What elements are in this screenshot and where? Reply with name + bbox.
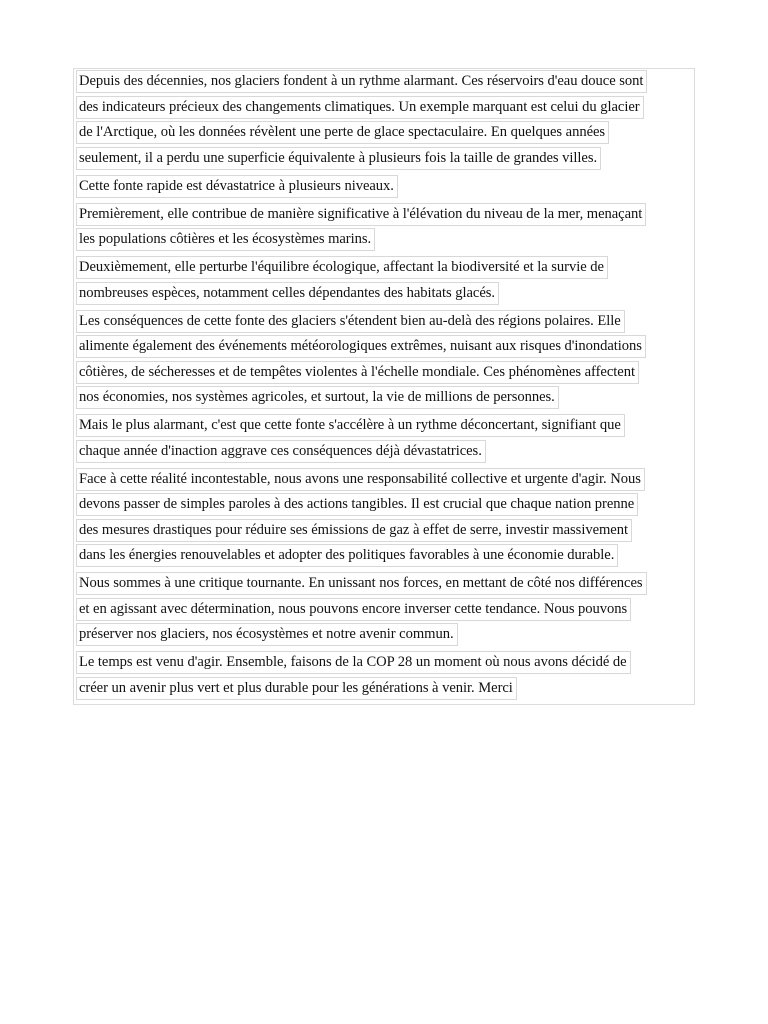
text-line: Mais le plus alarmant, c'est que cette fonte s'accélère à un rythme déconcertant, signifiant que [76, 414, 625, 437]
text-line: nos économies, nos systèmes agricoles, et surtout, la vie de millions de personnes. [76, 386, 559, 409]
text-line: dans les énergies renouvelables et adopter des politiques favorables à une économie durable. [76, 544, 618, 567]
text-line: Cette fonte rapide est dévastatrice à plusieurs niveaux. [76, 175, 398, 198]
paragraph-8 [74, 572, 694, 646]
text-line: les populations côtières et les écosystèmes marins. [76, 228, 375, 251]
paragraph-1 [74, 70, 694, 170]
text-line: Premièrement, elle contribue de manière significative à l'élévation du niveau de la mer, menaçant [76, 203, 646, 226]
text-line: devons passer de simples paroles à des actions tangibles. Il est crucial que chaque nation prenne [76, 493, 638, 516]
text-line: côtières, de sécheresses et de tempêtes violentes à l'échelle mondiale. Ces phénomènes affectent [76, 361, 639, 384]
text-line: Le temps est venu d'agir. Ensemble, faisons de la COP 28 un moment où nous avons décidé de [76, 651, 631, 674]
text-line: seulement, il a perdu une superficie équivalente à plusieurs fois la taille de grandes villes. [76, 147, 601, 170]
paragraph-5 [74, 310, 694, 410]
text-line: Deuxièmement, elle perturbe l'équilibre écologique, affectant la biodiversité et la survie de [76, 256, 608, 279]
text-line: des indicateurs précieux des changements climatiques. Un exemple marquant est celui du glacier [76, 96, 644, 119]
text-line: Face à cette réalité incontestable, nous avons une responsabilité collective et urgente d'agir. Nous [76, 468, 645, 491]
text-line: Depuis des décennies, nos glaciers fondent à un rythme alarmant. Ces réservoirs d'eau douce sont [76, 70, 647, 93]
text-line: des mesures drastiques pour réduire ses émissions de gaz à effet de serre, investir massivement [76, 519, 632, 542]
text-line: de l'Arctique, où les données révèlent une perte de glace spectaculaire. En quelques années [76, 121, 609, 144]
paragraph-6 [74, 414, 694, 463]
paragraph-4 [74, 256, 694, 305]
text-line: Nous sommes à une critique tournante. En unissant nos forces, en mettant de côté nos différences [76, 572, 647, 595]
paragraph-7 [74, 468, 694, 568]
text-line: créer un avenir plus vert et plus durable pour les générations à venir. Merci [76, 677, 517, 700]
text-line: et en agissant avec détermination, nous pouvons encore inverser cette tendance. Nous pouvons [76, 598, 631, 621]
text-line: alimente également des événements météorologiques extrêmes, nuisant aux risques d'inondations [76, 335, 646, 358]
paragraph-3 [74, 203, 694, 252]
text-line: préserver nos glaciers, nos écosystèmes et notre avenir commun. [76, 623, 458, 646]
text-line: chaque année d'inaction aggrave ces conséquences déjà dévastatrices. [76, 440, 486, 463]
paragraph-2 [74, 175, 694, 198]
document-body [73, 68, 695, 705]
paragraph-9 [74, 651, 694, 700]
text-line: nombreuses espèces, notamment celles dépendantes des habitats glacés. [76, 282, 499, 305]
text-line: Les conséquences de cette fonte des glaciers s'étendent bien au-delà des régions polaires. Elle [76, 310, 625, 333]
